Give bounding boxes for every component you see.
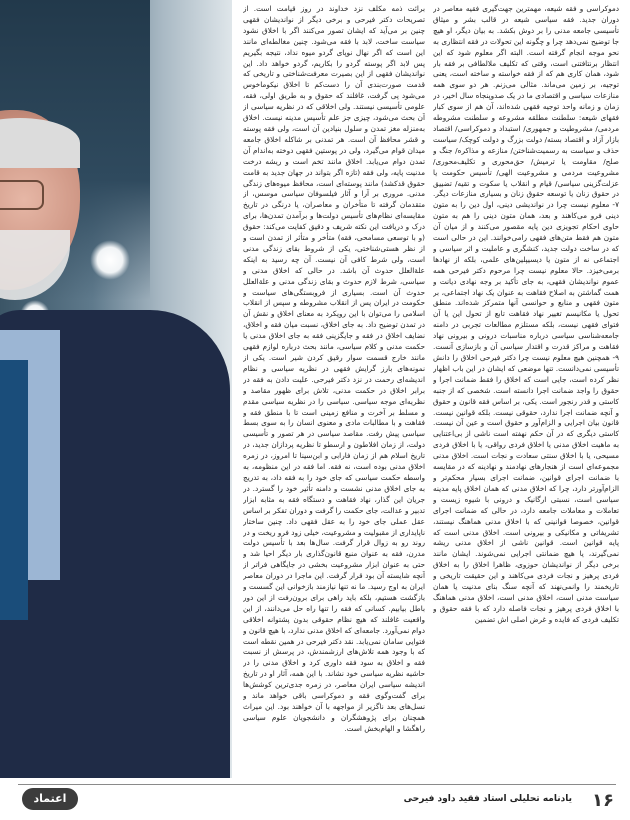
article-column-middle [243, 4, 425, 774]
article-column-right [433, 4, 619, 774]
article-text-middle: برائت ذمه مکلف نزد خداوند در روز قیامت است. از تصریحات دکتر فیرحی و برخی دیگر از نواندیشان فقهی چنین بر می‌آید که ایشان تصور می‌کنند اگر با اخلاق نشود سیاست ساخت، لابد با فقه می‌شود. چنین مغالطه‌ای مانند این است که اگر نهال نوپای گردو میوه نداد، نتیجه بگیریم پس لابد اگر پوسته گردو را بکاریم، گردو خواهد داد. این نواندیشان فقهی از این بصیرت معرفت‌شناختی و تاریخی که قدمت صورت‌بندی آن را دست‌کم تا اخلاق نیکوماخوس می‌شود پی گرفت، غافلند که حقوق و به طریق اولی، فقه، علومی تأسیسی نیستند. ولی اخلاقی که در نظریه سیاسی از آن بحث می‌شود، چیزی جز علم تأسیس مدینه نیست. اخلاق به‌منزله مغز تمدن و سلول بنیادین آن است، ولی فقه پوسته و قشر محافظ آن است. هر تمدنی بر شاکله اخلاق جامعه میدان قوام می‌گیرد، ولی در پوستین فقهی دوخته به‌اندام آن تمدن دوام می‌یابد. اخلاق مانند تخم است و ریشه درخت مدنیت پایه، ولی فقه (تازه اگر بتواند در جهان جدید به قامت حقوق قدکشد) مانند پوسته‌ای است، محافظ میوه‌های زندگی مدنی. مروری بر آرا و آثار فیلسوفان سیاسی موسس، از متقدمان گرفته تا متأخران و معاصران، یا درنگی در تاریخ مقایسه‌ای نظام‌های تأسیس دولت‌ها و برآمدن تمدن‌ها، برای درک و دریافت این نکته شریف و دقیق کفایت می‌کند: حقوق (و با توسعی مسامحی، فقه) متأخر و متأثر از تمدن است و از نظر هستی‌شناختی، یکی از شروط بقای زندگی مدنی است، ولی شرط کافی آن نیست. آن چه رسید به اینکه علة‌العلل حدوث آن باشد. در حالی که اخلاق مدنی و سیاسی، شرط لازم حدوث و بقای زندگی مدنی و علة‌العلل حدوث آن است. بسیاری از فروبستگی‌های سیاست و حکومت در ایران پس از انقلاب مشروطه و سپس از انقلاب اسلامی را می‌توان با این رویکرد به معنای اخلاق و نقش آن در تمدن توضیح داد. به جای اخلاق، نسبت میان فقه و اخلاق، نضایف اخلاق در فقه و جایگزینی فقه به جای اخلاق مدنی یا حکمت مدنی و کلام سیاسی، مانند بحث درباره لوازم فقهی مانند خارج قسمت سوار رقیق کردن شیر است. یکی از نمونه‌های بارز گرایش فقهی در نظریه سیاسی و نظام اندیشه‌ای رحمت در نزد دکتر فیرحی. علیت دادن به فقه در برابر اخلاق در حکمت مدنی، تلاش برای ظهور مقاصد و نظریه‌ای موجه سیاسی. سیاسی را در نظریه سیاسی مقدم و مسلط بر آخرت و منافع زمینی است تا با منطق فقه و فقاهت و با مطالبات مادی و معنوی انسان را به سوی بسط سیاسی پیش رفت. مقاصد سیاسی در هر تصور و تأسیسی دولت، از زمان افلاطون و ارسطو تا نظریه پردازان جدید، در تاریخ اسلام هم از زمان فارابی و ابن‌سینا تا امروز، در زمره اخلاق مدنی بوده است، نه فقه. اما فقه در این منظومه، به واسطه حکمت سیاسی که جای خود را به فقه داد، به تدریج به جای اخلاق مدنی نشست و دامنه تأثیر خود را گسترد. در جریان این گذار، نهاد فقاهت و دستگاه فقه به مثابه ابزار تدبیر و عدالت، جای حکمت را گرفت و دوران تفکر بر اساس عقل عملی جای خود را به عقل فقهی داد. چنین ساختار ناپایداری از مقبولیت و مشروعیت، خیلی زود فرو ریخت و در روند رو به زوال قرار گرفت. سال‌ها بعد با تأسیس دولت مدرن، فقه به عنوان منبع قانون‌گذاری بار دیگر احیا شد و حتی به عنوان ابزار مشروعیت بخشی در جایگاهی فراتر از آنچه شایسته آن بود قرار گرفت. این ماجرا در دوران معاصر ایران به اوج رسید. ما نه تنها نیازمند بازخوانی این گسست و بازگشت هستیم، بلکه باید راهی برای برون‌رفت از این دور باطل بیابیم. کسانی که فقه را تنها راه حل می‌دانند، از این واقعیت غافلند که هیچ نظام حقوقی بدون پشتوانه اخلاقی دوام نمی‌آورد. جامعه‌ای که اخلاق مدنی ندارد، با هیچ قانون و فتوایی سامان نمی‌یابد. نقد دکتر فیرحی در همین نقطه است که با وجود همه تلاش‌های ارزشمندش، در پرسش از نسبت فقه و اخلاق به سود فقه داوری کرد و اخلاق مدنی را در حاشیه نظریه سیاسی خود نشاند. با این همه، آثار او در تاریخ اندیشه سیاسی ایران معاصر، در زمره جدی‌ترین کوشش‌ها برای گفت‌وگوی فقه و دموکراسی باقی خواهد ماند و نسل‌های بعد ناگزیر از مواجهه با آن خواهند بود. این میراث همچنان برای پژوهشگران و دانشجویان علوم سیاسی راهگشا و الهام‌بخش است. [243, 4, 425, 733]
page-number: ۱۶ [592, 790, 614, 811]
photo-light-spot [90, 240, 130, 280]
photo-glasses [0, 180, 44, 210]
article-text-right: دموکراسی و فقه شیعه، مهمترین جهت‌گیری فقیه معاصر در دوران جدید. فقه سیاسی شیعه در قالب بشر و میثاق تأسیسی جامعه مدنی را بر دوش بکشد. به بیان دیگر، او هیچ جا توضیح نمی‌دهد چرا و چگونه این تحولات در فقه انتظاری به نحو موجه انجام گرفته است. البته اگر معلوم شود که این انتظار برنتافتنی است، وقتی که تکلیف ملالطافی بر فقه بار شود، همان کاری هم که از فقه خواسته و ساخته است، یعنی توجیه، بر زمین می‌ماند. مثالی می‌زنم. هر دو سوی همه منازعات سیاسی و اقتصادی ما در یک صدوپنجاه سال اخیر، در زمان و زمانه واحد توجیه فقهی شده‌اند، آن هم از سوی کبار فقهای شیعه: سلطنت مطلقه مشروعه و سلطنت مشروطه مردمی/ مشروطیت و جمهوری/ استبداد و دموکراسی/ اقتصاد بازار آزاد و اقتصاد بسته/ دولت بزرگ و دولت کوچک/ سیاست حذف و سیاست به رسمیت‌شناختن/ منازعه و مذاکره/ جنگ و صلح/ مقاومت یا ترمیش/ حق‌محوری و تکلیف‌محوری/ مشروعیت مردمی و مشروعیت الهی/ تأسیس حکومت یا عزلت‌گزینی سیاسی/ قیام و انقلاب یا سکوت و تقیه/ تضییق در حقوق زنان یا توسعه حقوق زنان و بسیاری منازعات دیگر. ۷- معلوم نیست چرا در نواندیشی دینی، اول دین را به متون دینی فرو می‌کاهند و بعد، همان متون دینی را هم به متون حاوی احکام تجویزی دین پایه مقصور می‌کنند و از میان آن متون هم فقط متن‌های فقهی رامی‌خوانند. این در حالی است که در ساخت دولت جدید، کنشگری و عاملیت و اثر سیاسی و اجتماعی نه از متون یا دیسیپلین‌های علمی، بلکه از نهادها برمی‌خیزد. حالا معلوم نیست چرا مرحوم دکتر فیرحی همه عموم نواندیشان فقهی، به جای تأکید بر وجه نهادی دیانت و همت گماشتن به اصلاح فقاهت به عنوان یک نهاد اجتماعی، بر متون فقهی و منابع و حوانسی آنها متمرکز شده‌اند. منطق تحول یا مکانیسم تغییر نهاد فقاهت تابع از تحول این یا آن فتوای فقهی نیست، بلکه مستلزم مطالعات تجربی در دامنه جامعه‌شناسی سیاسی درباره مناسبات درونی و بیرونی نهاد فقاهت و مراکز قدرت و اقتدار سیاسی آن و بازسازی آنست. ۹- همچنین هیچ معلوم نیست چرا دکتر فیرحی اخلاق را دانش تأسیسی نمی‌دانست. تنها موضعی که ایشان در این باب اظهار نظر کرده است، جایی است که اخلاق را فقط ضمانت اجرا و حقوق را واجد ضمانت اجرا دانسته است. شخصی که از جنبه کاستی و قدر رنجور است. یکی، بر اساس فقه قانون و حقوق و آنچه ضمانت اجرا ندارد، حقوقی نیست. بلکه قوانین نیست. قانون بیان اجرایی و الزام‌آور و حقوق است و عین آن نیست. کاستی دیگری که در آن حکم نهفته است ناشی از بی‌اعتنایی به ماهیت اخلاق مدنی یا اخلاق فردی رواقی، یا با اخلاق فردی مسیحی، یا با اخلاق سنتی سعادت و نجات است. اخلاق مدنی مجموعه‌ای است از هنجارهای نهادمند و نهادینه که در مقایسه با ضمانت اجرای قوانین، ضمانت اجرای بسیار محکم‌تر و الزام‌آورتر دارد، چرا که اخلاق مدنی که همان اخلاق پایه مدینه سیاسی است، نسبتی ارگانیک و درونی با شیوه زیست و تعاملات و معاملات جامعه دارد، در حالی که ضمانت اجرای قوانین، خصوصا قوانینی که با اخلاق مدنی هماهنگ نیستند، تشریفاتی و مکانیکی و بیرونی است. اخلاق مدنی است که پایه قوانین است. قوانین ناشی از اخلاق مدنی ریشه نمی‌گیرند، یا هیچ ضمانتی اجرایی نمی‌شوند. ایشان مانند برخی دیگر از نواندیشان حوزوی، ظاهرا اخلاق را به اخلاق فردی پرهیز و نجات فردی می‌کاهند و این حقیقت تاریخی و تاریخمند را وانمی‌نهند که آنچه سنگ بنای مدنیت یا همان سیاست مدنی است، اخلاق مدنی است، اخلاق مدنی هماهنگ با اخلاق فردی پرهیز و نجات فاصله دارد که با فقه حقوق و تکلیف فردی که فایده و غرض اصلی اش تضمین [433, 4, 619, 624]
footer-rule [18, 784, 616, 785]
photo-tie [0, 360, 28, 620]
publication-logo: اعتماد [22, 788, 78, 810]
portrait-photo [0, 0, 232, 778]
footer-caption: یادنامه تحلیلی استاد فقید داود فیرحی [403, 794, 572, 804]
page-footer [0, 780, 630, 820]
